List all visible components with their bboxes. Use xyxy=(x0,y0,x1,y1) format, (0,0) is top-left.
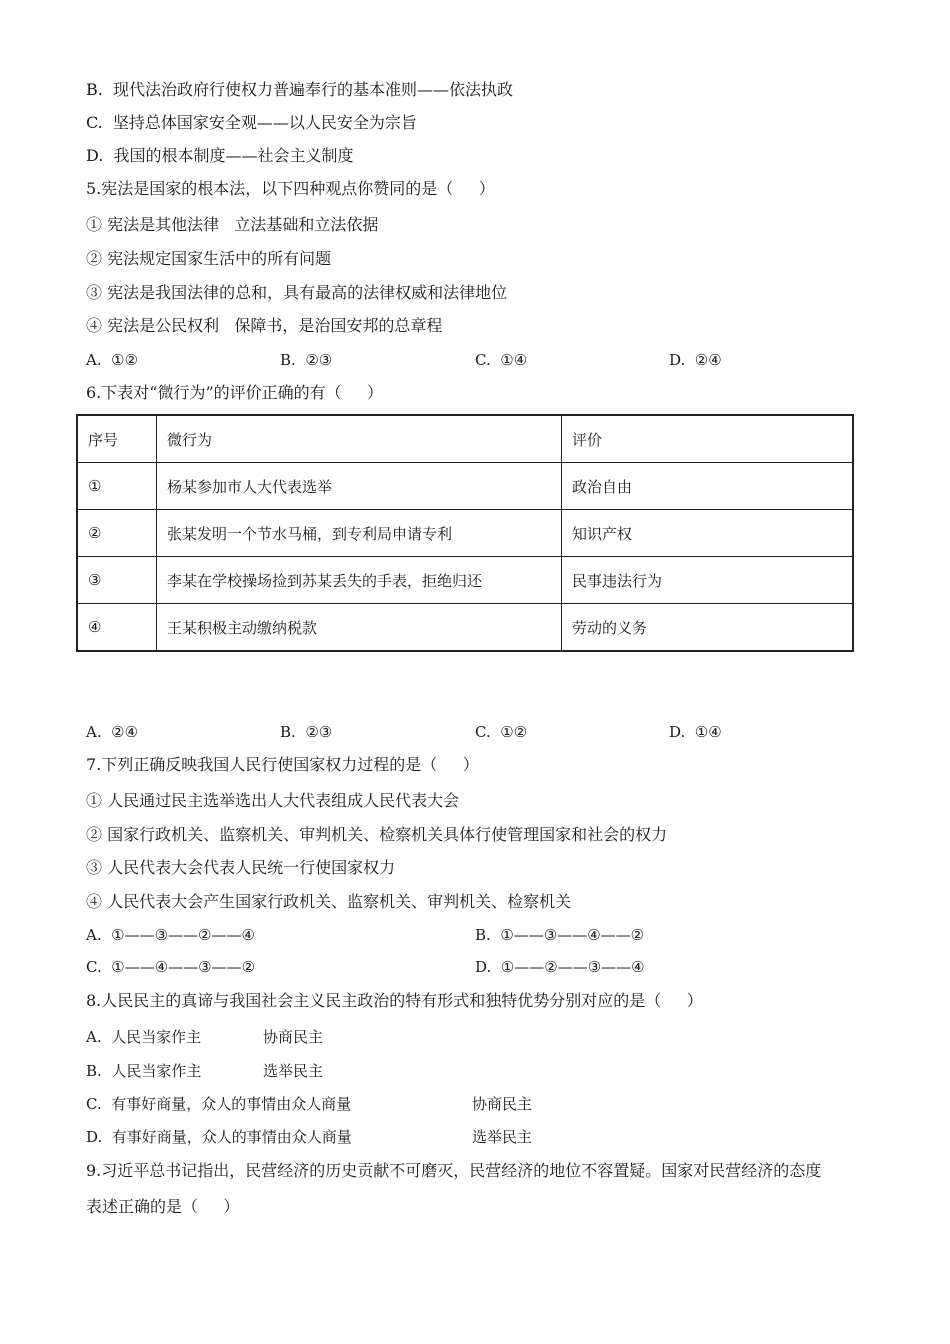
q9-stem-line-1: 9.习近平总书记指出，民营经济的历史贡献不可磨灭，民营经济的地位不容置疑。国家对民营经济的态度 xyxy=(86,1161,822,1180)
q5-statement-4: ④ 宪法是公民权利 保障书，是治国安邦的总章程 xyxy=(86,316,443,335)
q6-option-d: D. ①④ xyxy=(669,723,722,741)
q8-option-d: D. 有事好商量，众人的事情由众人商量 xyxy=(86,1128,352,1146)
q7-statement-3: ③ 人民代表大会代表人民统一行使国家权力 xyxy=(86,858,396,877)
q9-stem-line-2: 表述正确的是（ ） xyxy=(86,1197,240,1216)
table-cell: ③ xyxy=(77,557,157,604)
q4-option-b: B. 现代法治政府行使权力普遍奉行的基本准则——依法执政 xyxy=(86,80,514,99)
q5-statement-2: ② 宪法规定国家生活中的所有问题 xyxy=(86,249,332,268)
table-row xyxy=(77,510,853,557)
table-cell: ④ xyxy=(77,604,157,652)
table-row xyxy=(77,463,853,510)
q5-option-d: D. ②④ xyxy=(669,351,722,369)
q6-table xyxy=(76,414,854,652)
table-cell: 张某发明一个节水马桶，到专利局申请专利 xyxy=(157,510,562,557)
q8-option-b-second: 选举民主 xyxy=(263,1062,324,1080)
q8-option-c: C. 有事好商量，众人的事情由众人商量 xyxy=(86,1095,352,1113)
q8-option-d-second: 选举民主 xyxy=(472,1128,533,1146)
table-cell: 杨某参加市人大代表选举 xyxy=(157,463,562,510)
q7-option-b: B. ①——③——④——② xyxy=(475,926,645,944)
q7-stem: 7.下列正确反映我国人民行使国家权力过程的是（ ） xyxy=(86,755,479,774)
q8-option-b: B. 人民当家作主 xyxy=(86,1062,202,1080)
q6-option-a: A. ②④ xyxy=(86,723,139,741)
q7-option-c: C. ①——④——③——② xyxy=(86,958,256,976)
table-header-row xyxy=(77,415,853,463)
q4-option-d: D. 我国的根本制度——社会主义制度 xyxy=(86,146,354,165)
header-cell: 评价 xyxy=(562,415,854,463)
q5-statement-3: ③ 宪法是我国法律的总和，具有最高的法律权威和法律地位 xyxy=(86,283,508,302)
table-row xyxy=(77,604,853,652)
q7-statement-4: ④ 人民代表大会产生国家行政机关、监察机关、审判机关、检察机关 xyxy=(86,892,572,911)
table-row xyxy=(77,557,853,604)
q8-option-a: A. 人民当家作主 xyxy=(86,1028,202,1046)
q8-option-a-second: 协商民主 xyxy=(263,1028,324,1046)
q5-option-b: B. ②③ xyxy=(280,351,333,369)
header-cell: 微行为 xyxy=(157,415,562,463)
table-cell: 政治自由 xyxy=(562,463,854,510)
table-cell: 知识产权 xyxy=(562,510,854,557)
table-cell: ① xyxy=(77,463,157,510)
q5-statement-1: ① 宪法是其他法律 立法基础和立法依据 xyxy=(86,215,379,234)
q6-option-b: B. ②③ xyxy=(280,723,333,741)
table-cell: 劳动的义务 xyxy=(562,604,854,652)
q6-stem: 6.下表对“微行为”的评价正确的有（ ） xyxy=(86,383,384,402)
q7-option-a: A. ①——③——②——④ xyxy=(86,926,255,944)
q4-option-c: C. 坚持总体国家安全观——以人民安全为宗旨 xyxy=(86,113,417,132)
table-cell: 民事违法行为 xyxy=(562,557,854,604)
q6-option-c: C. ①② xyxy=(475,723,528,741)
q5-stem: 5.宪法是国家的根本法，以下四种观点你赞同的是（ ） xyxy=(86,179,495,198)
q7-option-d: D. ①——②——③——④ xyxy=(475,958,645,976)
q7-statement-2: ② 国家行政机关、监察机关、审判机关、检察机关具体行使管理国家和社会的权力 xyxy=(86,825,668,844)
table-cell: ② xyxy=(77,510,157,557)
q8-stem: 8.人民民主的真谛与我国社会主义民主政治的特有形式和独特优势分别对应的是（ ） xyxy=(86,991,703,1010)
table-cell: 王某积极主动缴纳税款 xyxy=(157,604,562,652)
header-cell: 序号 xyxy=(77,415,157,463)
table-cell: 李某在学校操场捡到苏某丢失的手表，拒绝归还 xyxy=(157,557,562,604)
q8-option-c-second: 协商民主 xyxy=(472,1095,533,1113)
q7-statement-1: ① 人民通过民主选举选出人大代表组成人民代表大会 xyxy=(86,791,460,810)
q5-option-a: A. ①② xyxy=(86,351,139,369)
q5-option-c: C. ①④ xyxy=(475,351,528,369)
